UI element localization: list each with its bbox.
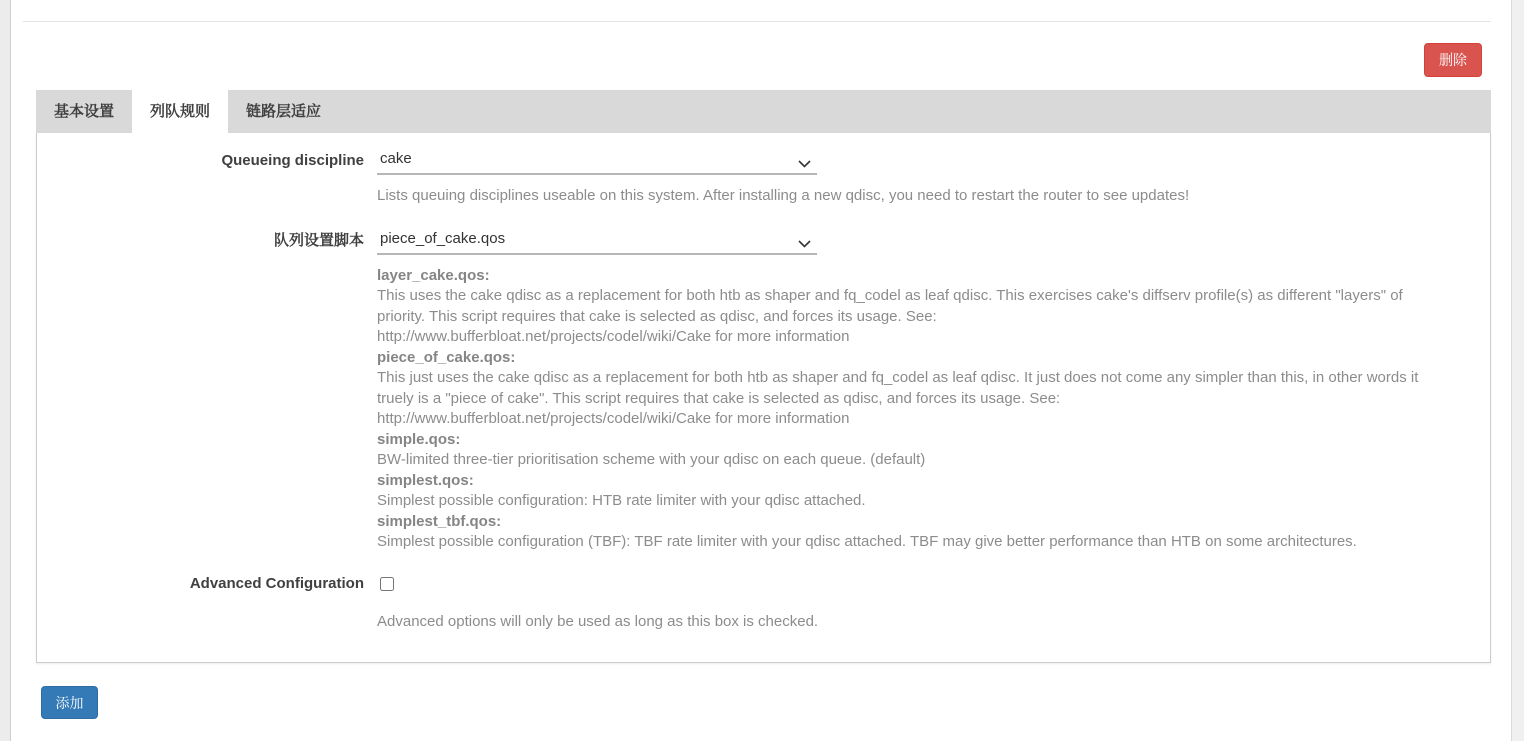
script-name: simple.qos: — [377, 430, 461, 448]
scrollbar-track[interactable] — [1511, 0, 1524, 741]
left-edge-strip — [0, 0, 11, 741]
queue-script-description — [377, 266, 1449, 553]
script-name: simplest_tbf.qos: — [377, 512, 502, 530]
script-name: layer_cake.qos: — [377, 266, 490, 284]
script-body: BW-limited three-tier prioritisation scheme with your qdisc on each queue. (default) — [377, 451, 926, 468]
delete-button[interactable]: 删除 — [1424, 43, 1482, 77]
clipped-text-fragment — [17, 0, 40, 4]
script-link-text: http://www.bufferbloat.net/projects/codel/wiki/Cake for more information — [377, 410, 850, 427]
add-button[interactable]: 添加 — [41, 686, 98, 719]
advanced-config-description: Advanced options will only be used as long as this box is checked. — [377, 612, 819, 630]
script-body: This just uses the cake qdisc as a replacement for both htb as shaper and fq_codel as leaf qdisc. It just does not come any simpler than this, in other words it truely is a "piece of cake". This script requires that cake is selected as qdisc, and forces its usage. See: — [377, 369, 1419, 407]
script-body: This uses the cake qdisc as a replacement for both htb as shaper and fq_codel as leaf qdisc. This exercises cake's diffserv profile(s) as different "layers" of priority. This script requires that cake is selected as qdisc, and forces its usage. See: — [377, 287, 1403, 325]
top-divider — [23, 21, 1491, 22]
script-name: simplest.qos: — [377, 471, 474, 489]
tab-basic-settings[interactable]: 基本设置 — [54, 103, 115, 120]
queue-script-value: piece_of_cake.qos — [380, 229, 506, 247]
queueing-discipline-label: Queueing discipline — [221, 152, 364, 169]
queue-script-label: 队列设置脚本 — [273, 231, 364, 249]
chevron-down-icon — [798, 235, 811, 252]
advanced-config-label: Advanced Configuration — [189, 574, 364, 592]
script-name: piece_of_cake.qos: — [377, 348, 516, 366]
advanced-config-checkbox[interactable] — [380, 577, 394, 591]
script-body: Simplest possible configuration: HTB rate limiter with your qdisc attached. — [377, 492, 866, 509]
queueing-discipline-select[interactable] — [377, 147, 817, 175]
tab-content — [36, 133, 1491, 663]
script-link-text: http://www.bufferbloat.net/projects/codel/wiki/Cake for more information — [377, 328, 850, 345]
chevron-down-icon — [798, 155, 811, 172]
queueing-discipline-description: Lists queuing disciplines useable on this system. After installing a new qdisc, you need to restart the router to see updates! — [377, 187, 1190, 204]
tab-link-layer-adaptation[interactable]: 链路层适应 — [246, 103, 322, 120]
tab-queue-discipline[interactable]: 列队规则 — [132, 90, 228, 133]
queueing-discipline-row — [37, 147, 1490, 207]
sqm-instance-section — [36, 90, 1491, 663]
queueing-discipline-value: cake — [380, 150, 412, 167]
tab-bar — [36, 90, 1491, 133]
script-body: Simplest possible configuration (TBF): TBF rate limiter with your qdisc attached. TBF may give better performance than HTB on some architectures. — [377, 533, 1357, 550]
queue-script-row — [37, 227, 1490, 553]
advanced-config-row — [37, 573, 1490, 633]
queue-script-select[interactable] — [377, 227, 817, 255]
